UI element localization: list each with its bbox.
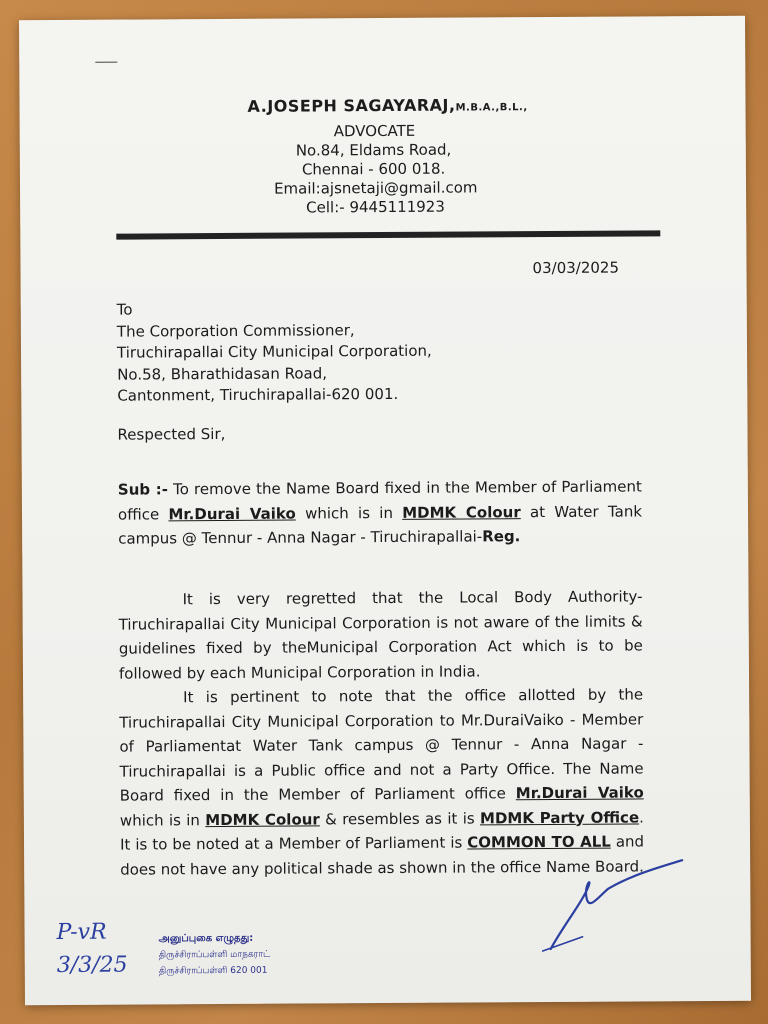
- address-line-1: No.84, Eldams Road,: [295, 140, 452, 160]
- body-paragraph-1: It is very regretted that the Local Body Authority- Tiruchirapallai City Municipal Corporation is not aware of the limits & guidelines fixed by theMunicipal Corporation Act which is to be followed by each Municipal Corporation in India.: [118, 587, 643, 683]
- subject-emphasis: Mr.Durai Vaiko: [168, 504, 296, 523]
- signature: [522, 856, 693, 957]
- body-emphasis: MDMK Party Office: [479, 807, 640, 827]
- advocate-name: [247, 95, 527, 116]
- email: Email:ajsnetaji@gmail.com: [273, 178, 478, 198]
- salutation: Respected Sir,: [117, 424, 226, 444]
- address-line-2: Chennai - 600 018.: [301, 159, 446, 179]
- stamp-line-3: திருச்சிராப்பள்ளி 620 001: [158, 965, 268, 977]
- body-text: which is in: [119, 810, 206, 830]
- handwritten-date: 3/3/25: [56, 952, 128, 979]
- subject-text: at Water Tank campus @ Tennur - Anna Nagar - Tiruchirapallai-: [118, 501, 643, 548]
- subject-text: which is in: [295, 503, 403, 523]
- address-line: Cantonment, Tiruchirapallai-620 001.: [117, 385, 399, 406]
- body-emphasis: MDMK Colour: [205, 809, 320, 829]
- subject-emphasis: MDMK Colour: [402, 502, 521, 522]
- stamp-line-1: அனுப்புகை எழுதது:: [158, 932, 254, 945]
- body-text: It is pertinent to note that the office allotted by the Tiruchirapallai City Municipal Corporation to Mr.DuraiVaiko - Member of Parliamentat Water Tank campus @ Tennur - Anna Nagar - Tiruchirapallai is a Public office and not a Party Office. The Name Board fixed in the Member of Parliament office: [119, 685, 644, 805]
- letter-date: 03/03/2025: [532, 258, 620, 278]
- stamp-line-2: திருச்சிராப்பள்ளி மாநகராட்: [158, 949, 271, 961]
- body-paragraph-2: [119, 682, 644, 881]
- letter-page: [19, 16, 751, 1005]
- subject-text: To remove the Name Board fixed in the Member of Parliament office: [117, 477, 642, 524]
- recipient-address: [117, 298, 432, 408]
- subject-paragraph: [118, 474, 642, 551]
- body-text: and does not have any political shade as shown in the office Name Board.: [120, 832, 645, 879]
- handwritten-initials: P-vR: [56, 919, 107, 946]
- body-emphasis: COMMON TO ALL: [467, 832, 611, 852]
- advocate-degrees: M.B.A.,B.L.,: [455, 102, 528, 114]
- cell-number: Cell:- 9445111923: [306, 197, 445, 217]
- letterhead: [19, 94, 745, 217]
- body-text: & resembles as it is: [319, 808, 481, 828]
- address-line: Tiruchirapallai City Municipal Corporation,: [116, 341, 432, 362]
- advocate-title: ADVOCATE: [333, 121, 416, 141]
- address-line: The Corporation Commissioner,: [116, 320, 355, 341]
- receipt-stamp: [159, 931, 271, 980]
- handwritten-note: [56, 920, 127, 978]
- subject-label: Sub :-: [117, 480, 168, 499]
- pencil-mark: [95, 62, 117, 63]
- address-to: To: [116, 300, 133, 319]
- subject-reg: Reg.: [482, 527, 521, 546]
- advocate-name-text: A.JOSEPH SAGAYARAJ,: [247, 95, 456, 116]
- body-text: . It is to be noted at a Member of Parliament is: [119, 807, 644, 854]
- address-line: No.58, Bharathidasan Road,: [117, 364, 328, 384]
- body-emphasis: Mr.Durai Vaiko: [515, 783, 644, 803]
- letterhead-divider: [116, 230, 660, 239]
